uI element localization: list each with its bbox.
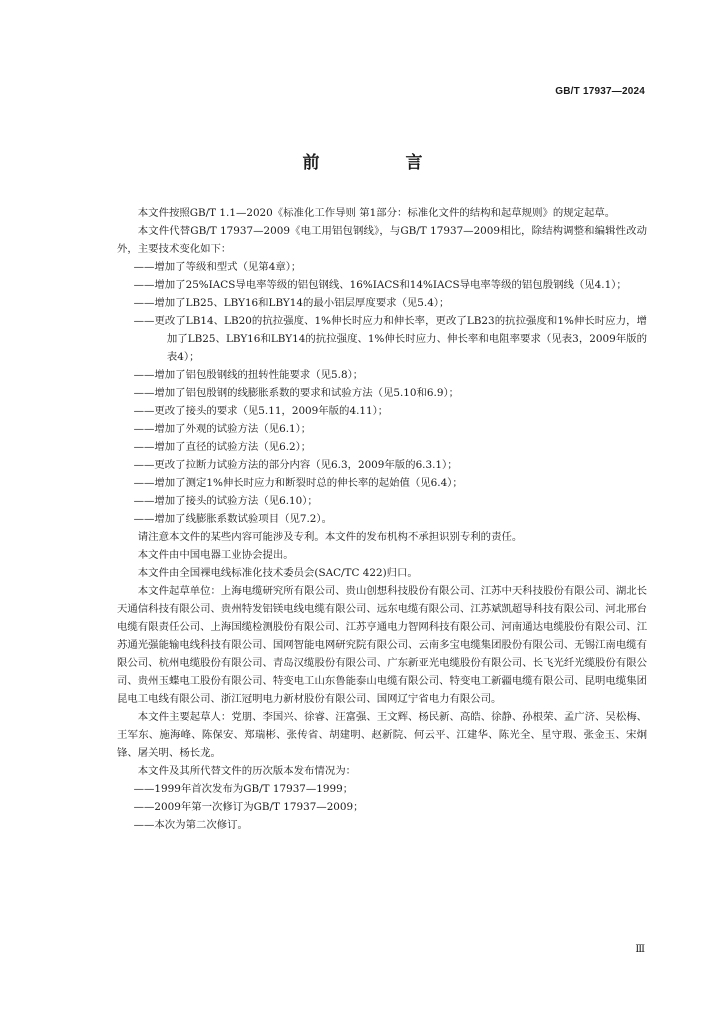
change-item: ——增加了铝包殷钢线的扭转性能要求（见5.8）； <box>133 369 364 381</box>
history-item: ——2009年第一次修订为GB/T 17937—2009； <box>133 801 364 813</box>
change-item: ——增加了测定1%伸长时应力和断裂时总的伸长率的起始值（见6.4）； <box>133 477 463 489</box>
change-item: ——更改了LB14、LB20的抗拉强度、1%伸长时应力和伸长率，更改了LB23的抗拉强度和1%伸长时应力，增加了LB25、LBY16和LBY14的抗拉强度、1%伸长时应力、伸长率和电阻率要求（见表3，2009年版的表4）； <box>133 315 647 363</box>
history-item: ——本次为第二次修订。 <box>133 819 248 831</box>
note-paragraph: 本文件由中国电器工业协会提出。 <box>137 549 294 561</box>
change-item: ——更改了接头的要求（见5.11，2009年版的4.11）； <box>133 405 389 417</box>
change-item: ——增加了25%IACS导电率等级的铝包钢线、16%IACS和14%IACS导电率等级的铝包殷钢线（见4.1）； <box>133 279 627 291</box>
change-item: ——增加了铝包殷钢的线膨胀系数的要求和试验方法（见5.10和6.9）； <box>133 387 460 399</box>
drafting-units-paragraph: 本文件起草单位：上海电缆研究所有限公司、贵山创想科技股份有限公司、江苏中天科技股份有限公司、湖北长天通信科技有限公司、贵州特发铝镁电线电缆有限公司、远东电缆有限公司、江苏斌凯超导科技有限公司、河北邢台电缆有限责任公司、上海国缆检测股份有限公司、江苏亨通电力智网科技有限公司、河南通达电缆股份有限公司、江苏通光强能输电线科技有限公司、国网智能电网研究院有限公司、云南多宝电缆集团股份有限公司、无锡江南电缆有限公司、杭州电缆股份有限公司、青岛汉缆股份有限公司、广东新亚光电缆股份有限公司、长飞光纤光缆股份有限公司、贵州玉蝶电工股份有限公司、特变电工山东鲁能泰山电缆有限公司、特变电工新疆电缆有限公司、昆明电缆集团昆电工电线有限公司、浙江冠明电力新材股份有限公司、国网辽宁省电力有限公司。 <box>117 585 647 705</box>
note-paragraph: 本文件由全国裸电线标准化技术委员会(SAC/TC 422)归口。 <box>137 567 418 579</box>
intro-paragraph: 本文件代替GB/T 17937—2009《电工用铝包钢线》，与GB/T 17937—2009相比，除结构调整和编辑性改动外，主要技术变化如下： <box>117 225 647 255</box>
standard-code: GB/T 17937—2024 <box>555 86 645 97</box>
note-paragraph: 请注意本文件的某些内容可能涉及专利。本文件的发布机构不承担识别专利的责任。 <box>137 531 523 543</box>
change-item: ——增加了接头的试验方法（见6.10）； <box>133 495 318 507</box>
change-item: ——增加了直径的试验方法（见6.2）； <box>133 441 312 453</box>
page-title: 前 言 <box>302 153 463 173</box>
drafters-paragraph: 本文件主要起草人：党朋、李国兴、徐睿、汪富强、王文辉、杨民新、高皓、徐静、孙根荣、孟广济、吴松梅、王军东、施海峰、陈保安、郑瑞彬、张传省、胡建明、赵新院、何云平、江建华、陈光全、星守瑕、张金玉、宋炯锋、屠关明、杨长龙。 <box>117 711 647 759</box>
page-number: Ⅲ <box>635 944 645 955</box>
change-item: ——增加了等级和型式（见第4章）； <box>133 261 302 273</box>
intro-paragraph: 本文件按照GB/T 1.1—2020《标准化工作导则 第1部分：标准化文件的结构和起草规则》的规定起草。 <box>137 207 616 219</box>
change-item: ——更改了拉断力试验方法的部分内容（见6.3，2009年版的6.3.1）； <box>133 459 458 471</box>
foreword-body <box>117 204 647 834</box>
change-item: ——增加了外观的试验方法（见6.1）； <box>133 423 312 435</box>
change-item: ——增加了LB25、LBY16和LBY14的最小铝层厚度要求（见5.4）； <box>133 297 450 309</box>
history-intro-paragraph: 本文件及其所代替文件的历次版本发布情况为： <box>137 765 356 777</box>
change-item: ——增加了线膨胀系数试验项目（见7.2）。 <box>133 513 332 525</box>
history-item: ——1999年首次发布为GB/T 17937—1999； <box>133 783 354 795</box>
